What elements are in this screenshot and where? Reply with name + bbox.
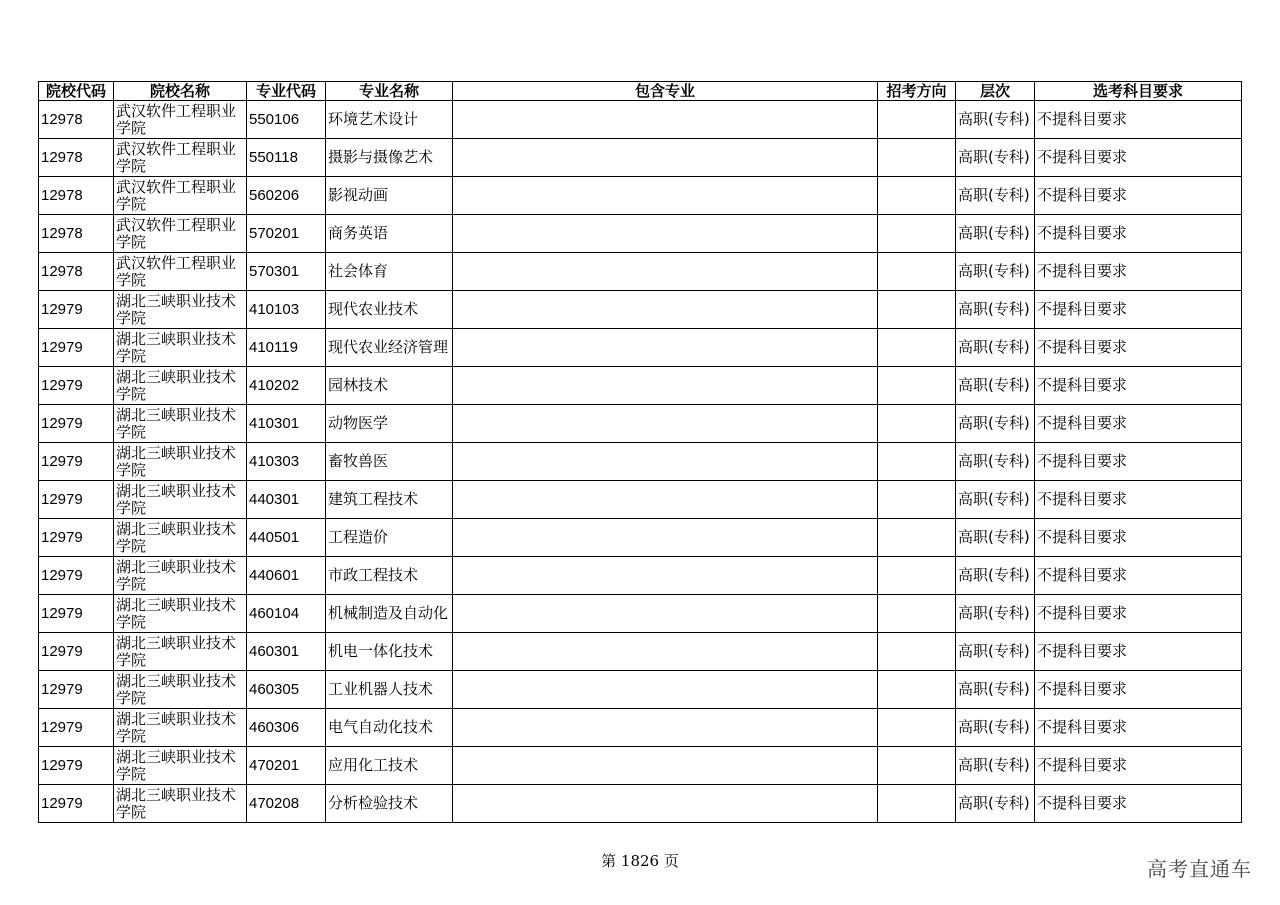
school-name-cell: 湖北三峡职业技术学院 bbox=[114, 785, 247, 823]
major-name-cell: 电气自动化技术 bbox=[326, 709, 453, 747]
school-name-cell: 湖北三峡职业技术学院 bbox=[114, 747, 247, 785]
school-code-cell: 12979 bbox=[39, 329, 114, 367]
major-name-cell: 畜牧兽医 bbox=[326, 443, 453, 481]
subject-requirement-cell: 不提科目要求 bbox=[1035, 291, 1242, 329]
level-cell: 高职(专科) bbox=[956, 405, 1035, 443]
direction-cell bbox=[878, 595, 956, 633]
school-name-cell: 湖北三峡职业技术学院 bbox=[114, 329, 247, 367]
school-code-cell: 12979 bbox=[39, 443, 114, 481]
table-row bbox=[39, 253, 1242, 291]
table-row bbox=[39, 633, 1242, 671]
school-name-cell: 武汉软件工程职业学院 bbox=[114, 177, 247, 215]
included-majors-cell bbox=[453, 785, 878, 823]
direction-cell bbox=[878, 633, 956, 671]
major-code-cell: 410301 bbox=[247, 405, 326, 443]
direction-cell bbox=[878, 405, 956, 443]
major-code-cell: 570201 bbox=[247, 215, 326, 253]
included-majors-cell bbox=[453, 329, 878, 367]
direction-cell bbox=[878, 785, 956, 823]
table-row bbox=[39, 329, 1242, 367]
major-code-cell: 570301 bbox=[247, 253, 326, 291]
included-majors-cell bbox=[453, 633, 878, 671]
header-row bbox=[39, 82, 1242, 101]
subject-requirement-cell: 不提科目要求 bbox=[1035, 101, 1242, 139]
included-majors-cell bbox=[453, 367, 878, 405]
school-code-cell: 12979 bbox=[39, 367, 114, 405]
subject-requirement-cell: 不提科目要求 bbox=[1035, 443, 1242, 481]
school-name-cell: 武汉软件工程职业学院 bbox=[114, 215, 247, 253]
table-row bbox=[39, 557, 1242, 595]
direction-cell bbox=[878, 177, 956, 215]
direction-cell bbox=[878, 253, 956, 291]
direction-cell bbox=[878, 443, 956, 481]
table-row bbox=[39, 481, 1242, 519]
table-row bbox=[39, 519, 1242, 557]
subject-requirement-cell: 不提科目要求 bbox=[1035, 139, 1242, 177]
level-cell: 高职(专科) bbox=[956, 253, 1035, 291]
header-major-code: 专业代码 bbox=[247, 82, 326, 101]
major-code-cell: 410119 bbox=[247, 329, 326, 367]
major-code-cell: 460104 bbox=[247, 595, 326, 633]
major-code-cell: 560206 bbox=[247, 177, 326, 215]
school-name-cell: 湖北三峡职业技术学院 bbox=[114, 595, 247, 633]
major-name-cell: 应用化工技术 bbox=[326, 747, 453, 785]
included-majors-cell bbox=[453, 595, 878, 633]
major-name-cell: 现代农业技术 bbox=[326, 291, 453, 329]
level-cell: 高职(专科) bbox=[956, 177, 1035, 215]
direction-cell bbox=[878, 481, 956, 519]
included-majors-cell bbox=[453, 671, 878, 709]
school-code-cell: 12978 bbox=[39, 253, 114, 291]
direction-cell bbox=[878, 101, 956, 139]
direction-cell bbox=[878, 367, 956, 405]
subject-requirement-cell: 不提科目要求 bbox=[1035, 785, 1242, 823]
subject-requirement-cell: 不提科目要求 bbox=[1035, 481, 1242, 519]
subject-requirement-cell: 不提科目要求 bbox=[1035, 709, 1242, 747]
major-name-cell: 摄影与摄像艺术 bbox=[326, 139, 453, 177]
header-subject-requirement: 选考科目要求 bbox=[1035, 82, 1242, 101]
school-code-cell: 12979 bbox=[39, 291, 114, 329]
school-code-cell: 12979 bbox=[39, 785, 114, 823]
included-majors-cell bbox=[453, 101, 878, 139]
table-row bbox=[39, 215, 1242, 253]
included-majors-cell bbox=[453, 215, 878, 253]
major-name-cell: 社会体育 bbox=[326, 253, 453, 291]
subject-requirement-cell: 不提科目要求 bbox=[1035, 177, 1242, 215]
major-name-cell: 建筑工程技术 bbox=[326, 481, 453, 519]
level-cell: 高职(专科) bbox=[956, 367, 1035, 405]
included-majors-cell bbox=[453, 253, 878, 291]
included-majors-cell bbox=[453, 139, 878, 177]
school-name-cell: 武汉软件工程职业学院 bbox=[114, 139, 247, 177]
table-row bbox=[39, 671, 1242, 709]
subject-requirement-cell: 不提科目要求 bbox=[1035, 367, 1242, 405]
level-cell: 高职(专科) bbox=[956, 101, 1035, 139]
major-name-cell: 商务英语 bbox=[326, 215, 453, 253]
major-code-cell: 410303 bbox=[247, 443, 326, 481]
subject-requirement-cell: 不提科目要求 bbox=[1035, 671, 1242, 709]
direction-cell bbox=[878, 671, 956, 709]
major-name-cell: 环境艺术设计 bbox=[326, 101, 453, 139]
table-body bbox=[39, 101, 1242, 823]
major-name-cell: 动物医学 bbox=[326, 405, 453, 443]
major-name-cell: 市政工程技术 bbox=[326, 557, 453, 595]
school-code-cell: 12978 bbox=[39, 101, 114, 139]
level-cell: 高职(专科) bbox=[956, 671, 1035, 709]
school-code-cell: 12978 bbox=[39, 139, 114, 177]
major-code-cell: 550118 bbox=[247, 139, 326, 177]
subject-requirement-cell: 不提科目要求 bbox=[1035, 519, 1242, 557]
school-name-cell: 湖北三峡职业技术学院 bbox=[114, 633, 247, 671]
included-majors-cell bbox=[453, 557, 878, 595]
included-majors-cell bbox=[453, 519, 878, 557]
school-code-cell: 12979 bbox=[39, 747, 114, 785]
table-row bbox=[39, 291, 1242, 329]
direction-cell bbox=[878, 557, 956, 595]
level-cell: 高职(专科) bbox=[956, 557, 1035, 595]
included-majors-cell bbox=[453, 709, 878, 747]
level-cell: 高职(专科) bbox=[956, 291, 1035, 329]
subject-requirement-cell: 不提科目要求 bbox=[1035, 557, 1242, 595]
school-code-cell: 12978 bbox=[39, 215, 114, 253]
level-cell: 高职(专科) bbox=[956, 747, 1035, 785]
page-number: 第 1826 页 bbox=[601, 852, 679, 870]
major-name-cell: 分析检验技术 bbox=[326, 785, 453, 823]
school-name-cell: 湖北三峡职业技术学院 bbox=[114, 709, 247, 747]
school-code-cell: 12979 bbox=[39, 481, 114, 519]
table-row bbox=[39, 595, 1242, 633]
level-cell: 高职(专科) bbox=[956, 139, 1035, 177]
level-cell: 高职(专科) bbox=[956, 329, 1035, 367]
header-school-name: 院校名称 bbox=[114, 82, 247, 101]
major-code-cell: 550106 bbox=[247, 101, 326, 139]
major-code-cell: 460301 bbox=[247, 633, 326, 671]
header-major-name: 专业名称 bbox=[326, 82, 453, 101]
school-code-cell: 12978 bbox=[39, 177, 114, 215]
major-code-cell: 410202 bbox=[247, 367, 326, 405]
major-name-cell: 工程造价 bbox=[326, 519, 453, 557]
header-school-code: 院校代码 bbox=[39, 82, 114, 101]
table-row bbox=[39, 367, 1242, 405]
subject-requirement-cell: 不提科目要求 bbox=[1035, 747, 1242, 785]
school-name-cell: 湖北三峡职业技术学院 bbox=[114, 443, 247, 481]
level-cell: 高职(专科) bbox=[956, 595, 1035, 633]
school-name-cell: 湖北三峡职业技术学院 bbox=[114, 671, 247, 709]
direction-cell bbox=[878, 329, 956, 367]
direction-cell bbox=[878, 709, 956, 747]
direction-cell bbox=[878, 139, 956, 177]
school-name-cell: 湖北三峡职业技术学院 bbox=[114, 367, 247, 405]
level-cell: 高职(专科) bbox=[956, 481, 1035, 519]
watermark-logo: 高考直通车 bbox=[1147, 857, 1252, 881]
header-level: 层次 bbox=[956, 82, 1035, 101]
table-row bbox=[39, 443, 1242, 481]
level-cell: 高职(专科) bbox=[956, 519, 1035, 557]
school-name-cell: 湖北三峡职业技术学院 bbox=[114, 405, 247, 443]
table-row bbox=[39, 139, 1242, 177]
school-name-cell: 湖北三峡职业技术学院 bbox=[114, 557, 247, 595]
subject-requirement-cell: 不提科目要求 bbox=[1035, 595, 1242, 633]
major-code-cell: 440301 bbox=[247, 481, 326, 519]
major-code-cell: 440601 bbox=[247, 557, 326, 595]
school-code-cell: 12979 bbox=[39, 595, 114, 633]
school-name-cell: 武汉软件工程职业学院 bbox=[114, 253, 247, 291]
level-cell: 高职(专科) bbox=[956, 785, 1035, 823]
table-row bbox=[39, 101, 1242, 139]
school-code-cell: 12979 bbox=[39, 405, 114, 443]
school-code-cell: 12979 bbox=[39, 671, 114, 709]
table-row bbox=[39, 405, 1242, 443]
direction-cell bbox=[878, 291, 956, 329]
school-code-cell: 12979 bbox=[39, 519, 114, 557]
major-code-cell: 470208 bbox=[247, 785, 326, 823]
table-row bbox=[39, 785, 1242, 823]
subject-requirement-cell: 不提科目要求 bbox=[1035, 329, 1242, 367]
table-row bbox=[39, 709, 1242, 747]
major-code-cell: 460305 bbox=[247, 671, 326, 709]
school-code-cell: 12979 bbox=[39, 557, 114, 595]
table-row bbox=[39, 177, 1242, 215]
included-majors-cell bbox=[453, 177, 878, 215]
school-code-cell: 12979 bbox=[39, 633, 114, 671]
school-name-cell: 湖北三峡职业技术学院 bbox=[114, 291, 247, 329]
direction-cell bbox=[878, 747, 956, 785]
major-name-cell: 机械制造及自动化 bbox=[326, 595, 453, 633]
major-code-cell: 440501 bbox=[247, 519, 326, 557]
included-majors-cell bbox=[453, 443, 878, 481]
admission-table bbox=[38, 81, 1242, 823]
level-cell: 高职(专科) bbox=[956, 709, 1035, 747]
level-cell: 高职(专科) bbox=[956, 215, 1035, 253]
school-code-cell: 12979 bbox=[39, 709, 114, 747]
major-code-cell: 410103 bbox=[247, 291, 326, 329]
included-majors-cell bbox=[453, 291, 878, 329]
direction-cell bbox=[878, 519, 956, 557]
school-name-cell: 武汉软件工程职业学院 bbox=[114, 101, 247, 139]
major-name-cell: 影视动画 bbox=[326, 177, 453, 215]
direction-cell bbox=[878, 215, 956, 253]
subject-requirement-cell: 不提科目要求 bbox=[1035, 215, 1242, 253]
subject-requirement-cell: 不提科目要求 bbox=[1035, 253, 1242, 291]
major-name-cell: 机电一体化技术 bbox=[326, 633, 453, 671]
included-majors-cell bbox=[453, 405, 878, 443]
table-row bbox=[39, 747, 1242, 785]
level-cell: 高职(专科) bbox=[956, 443, 1035, 481]
header-included-majors: 包含专业 bbox=[453, 82, 878, 101]
major-code-cell: 470201 bbox=[247, 747, 326, 785]
header-direction: 招考方向 bbox=[878, 82, 956, 101]
level-cell: 高职(专科) bbox=[956, 633, 1035, 671]
school-name-cell: 湖北三峡职业技术学院 bbox=[114, 519, 247, 557]
subject-requirement-cell: 不提科目要求 bbox=[1035, 405, 1242, 443]
major-code-cell: 460306 bbox=[247, 709, 326, 747]
major-name-cell: 工业机器人技术 bbox=[326, 671, 453, 709]
major-name-cell: 园林技术 bbox=[326, 367, 453, 405]
included-majors-cell bbox=[453, 747, 878, 785]
major-name-cell: 现代农业经济管理 bbox=[326, 329, 453, 367]
included-majors-cell bbox=[453, 481, 878, 519]
school-name-cell: 湖北三峡职业技术学院 bbox=[114, 481, 247, 519]
subject-requirement-cell: 不提科目要求 bbox=[1035, 633, 1242, 671]
